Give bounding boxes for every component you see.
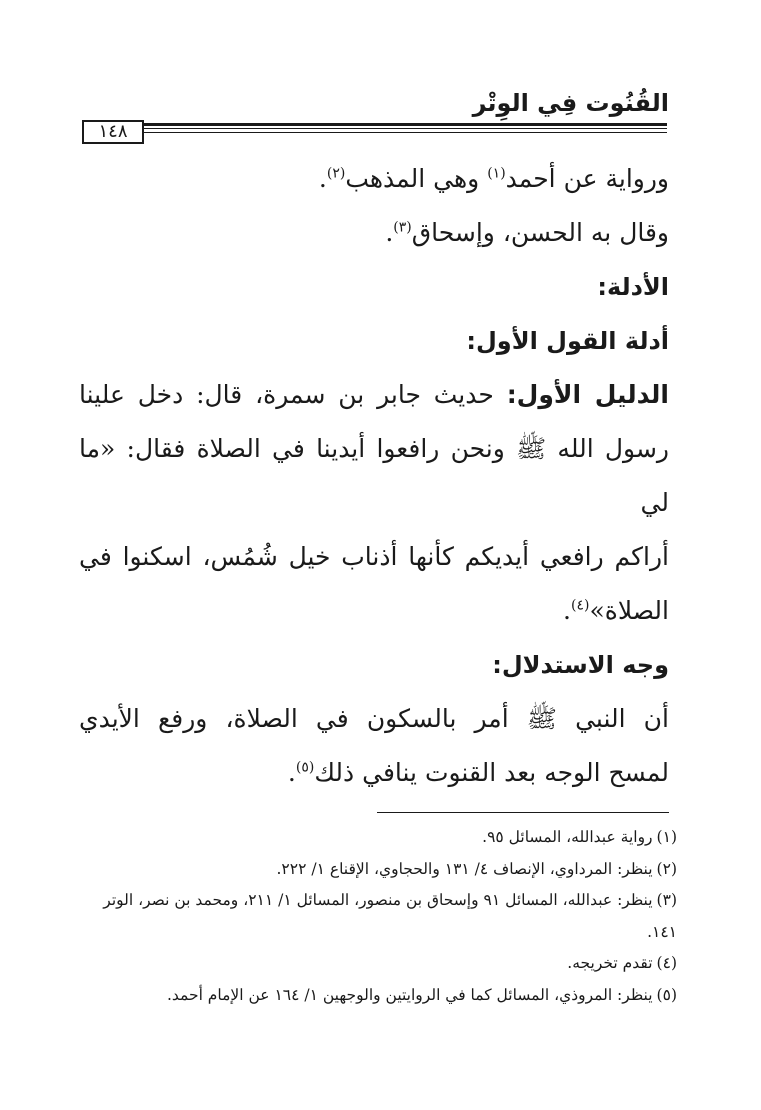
text-line [79,152,669,206]
text-line: رسول الله ﷺ ونحن رافعوا أيدينا في الصلاة فقال: «ما لي [79,434,669,517]
footnote-number: (٢) [656,859,677,878]
header-rule-thin [82,128,667,129]
footnote [77,948,677,980]
text-span: حديث جابر بن سمرة، قال: دخل علينا [79,380,507,409]
text-span: ورواية عن أحمد [505,164,669,193]
text-span: وقال به الحسن، وإسحاق [411,218,669,247]
header-rule-thin-lower [90,132,667,133]
text-span: وهي المذهب [345,164,488,193]
footnote-text: ينظر: عبدالله، المسائل ٩١ وإسحاق بن منصور، المسائل ١/ ٢١١، ومحمد بن نصر، الوتر ١٤١. [103,891,677,941]
text-span: . [563,596,571,625]
text-span: . [385,218,394,247]
running-title: القُنُوت فِي الوِتْر [472,89,669,117]
footnote-number: (٤) [656,954,677,972]
text-line [79,584,669,638]
text-span: لمسح الوجه بعد القنوت ينافي ذلك [314,758,669,787]
main-text [79,152,669,800]
footnote-separator [377,812,669,813]
evidence-label: الدليل الأول: [506,380,669,409]
footnote-text: تقدم تخريجه. [567,954,653,972]
footnote-ref: (٢) [326,165,346,182]
header-rule-thick [82,123,667,126]
footnote-text: ينظر: المرداوي، الإنصاف ٤/ ١٣١ والحجاوي، الإقناع ١/ ٢٢٢. [276,859,653,878]
footnote-number: (١) [656,828,677,846]
text-span: . [318,164,327,193]
heading-first-view: أدلة القول الأول: [466,327,669,355]
text-line [79,746,669,800]
footnote-ref: (٣) [393,219,412,236]
footnote-text: ينظر: المروذي، المسائل كما في الروايتين والوجهين ١/ ١٦٤ عن الإمام أحمد. [166,985,653,1004]
text-line [79,368,669,422]
text-line [79,206,669,260]
heading-inference: وجه الاستدلال: [492,651,669,679]
footnote [77,822,677,854]
page-number: ١٤٨ [82,120,144,144]
text-span: الصلاة» [589,596,669,625]
footnote-number: (٥) [656,985,677,1004]
heading-evidence: الأدلة: [597,273,669,301]
text-span: . [287,758,296,787]
text-line: أن النبي ﷺ أمر بالسكون في الصلاة، ورفع الأيدي [79,704,669,733]
footnote [77,980,677,1012]
footnote [77,854,677,886]
footnotes [77,822,677,1011]
footnote-ref: (٤) [570,597,590,614]
footnote-text: رواية عبدالله، المسائل ٩٥. [482,828,653,846]
footnote [77,885,677,948]
footnote-ref: (٥) [295,759,315,776]
footnote-number: (٣) [656,891,677,909]
footnote-ref: (١) [487,165,506,182]
text-line: أراكم رافعي أيديكم كأنها أذناب خيل شُمُس، اسكنوا في [79,542,669,571]
